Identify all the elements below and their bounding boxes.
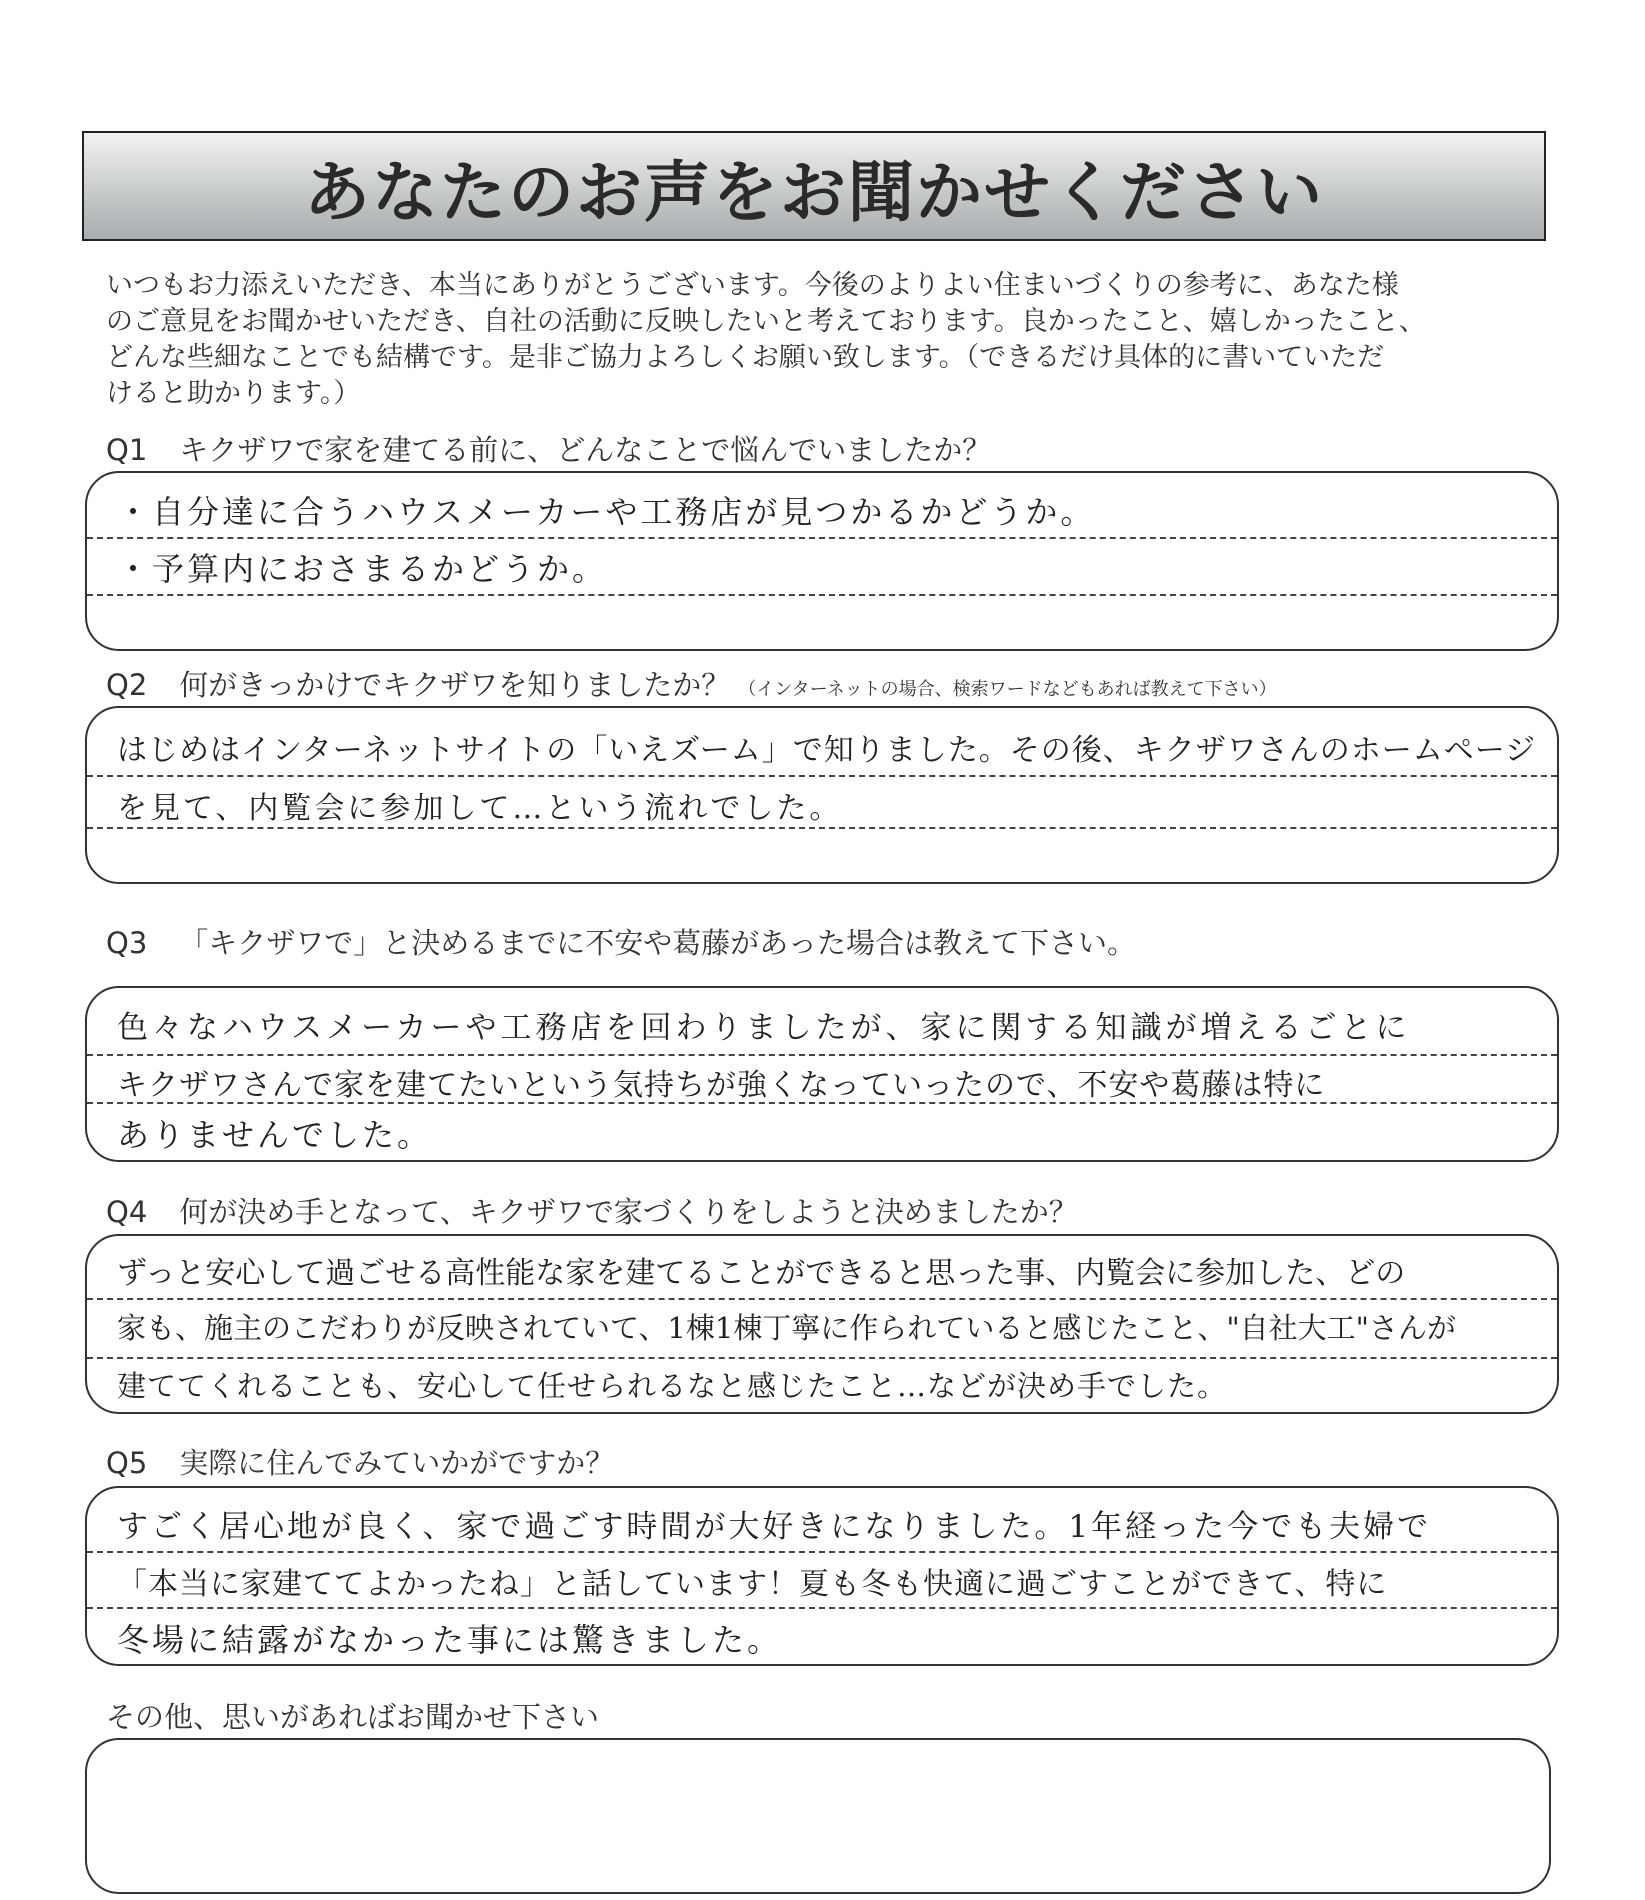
intro-line: けると助かります。） bbox=[106, 378, 361, 409]
question-3 bbox=[106, 921, 1136, 962]
question-text: その他、思いがあればお聞かせ下さい bbox=[106, 1700, 600, 1734]
answer-box-3[interactable] bbox=[85, 986, 1559, 1162]
intro-line: いつもお力添えいただき、本当にありがとうございます。今後のよりよい住まいづくりの参考に、あなた様 bbox=[106, 270, 1399, 301]
answer-line: キクザワさんで家を建てたいという気持ちが強くなっていったので、不安や葛藤は特に bbox=[117, 1068, 1326, 1103]
answer-line: すごく居心地が良く、家で過ごす時間が大好きになりました。1年経った今でも夫婦で bbox=[117, 1509, 1432, 1545]
question-5 bbox=[106, 1441, 614, 1482]
intro-text bbox=[106, 268, 1546, 412]
question-note: （インターネットの場合、検索ワードなどもあれば教えて下さい） bbox=[738, 679, 1277, 700]
answer-line: 色々なハウスメーカーや工務店を回わりましたが、家に関する知識が増えるごとに bbox=[117, 1010, 1411, 1046]
answer-line: 家も、施主のこだわりが反映されていて、1棟1棟丁寧に作られていると感じたこと、"自社大工"さんが bbox=[117, 1311, 1457, 1345]
question-number: Q4 bbox=[106, 1195, 148, 1229]
answer-line: ありませんでした。 bbox=[117, 1116, 433, 1154]
question-other bbox=[106, 1695, 599, 1736]
question-text: 何がきっかけでキクザワを知りましたか？ bbox=[179, 668, 731, 702]
answer-line: 冬場に結露がなかった事には驚きました。 bbox=[117, 1621, 783, 1659]
answer-line: 「本当に家建ててよかったね」と話しています！夏も冬も快適に過ごすことができて、特に bbox=[117, 1567, 1388, 1602]
question-text: 実際に住んでみていかがですか？ bbox=[179, 1446, 615, 1480]
question-number: Q1 bbox=[106, 433, 148, 467]
question-text: キクザワで家を建てる前に、どんなことで悩んでいましたか？ bbox=[179, 433, 992, 467]
answer-line: はじめはインターネットサイトの「いえズーム」で知りました。その後、キクザワさんのホームページ bbox=[117, 733, 1537, 768]
answer-line: を見て、内覧会に参加して…という流れでした。 bbox=[117, 791, 843, 826]
question-2 bbox=[106, 663, 1277, 704]
question-4 bbox=[106, 1190, 1078, 1231]
page-title: あなたのお声をお聞かせください bbox=[304, 153, 1324, 231]
answer-box-1[interactable] bbox=[85, 471, 1559, 651]
answer-line: 建ててくれることも、安心して任せられるなと感じたこと…などが決め手でした。 bbox=[117, 1369, 1228, 1403]
question-text: 「キクザワで」と決めるまでに不安や葛藤があった場合は教えて下さい。 bbox=[179, 926, 1136, 960]
answer-box-2[interactable] bbox=[85, 706, 1559, 884]
answer-line: ・自分達に合うハウスメーカーや工務店が見つかるかどうか。 bbox=[117, 493, 1096, 531]
answer-box-5[interactable] bbox=[85, 1486, 1559, 1666]
title-banner bbox=[82, 131, 1546, 241]
question-number: Q3 bbox=[106, 926, 148, 960]
answer-line: ずっと安心して過ごせる高性能な家を建てることができると思った事、内覧会に参加した、どの bbox=[117, 1256, 1406, 1291]
intro-line: どんな些細なことでも結構です。是非ご協力よろしくお願い致します。（できるだけ具体的に書いていただ bbox=[106, 342, 1385, 373]
answer-box-4[interactable] bbox=[85, 1234, 1559, 1414]
question-number: Q5 bbox=[106, 1446, 148, 1480]
answer-line: ・予算内におさまるかどうか。 bbox=[117, 550, 608, 588]
answer-box-other[interactable] bbox=[85, 1738, 1551, 1894]
question-number: Q2 bbox=[106, 668, 148, 702]
intro-line: のご意見をお聞かせいただき、自社の活動に反映したいと考えております。良かったこと、嬉しかったこと、 bbox=[106, 306, 1426, 337]
question-1 bbox=[106, 428, 991, 469]
question-text: 何が決め手となって、キクザワで家づくりをしようと決めましたか？ bbox=[179, 1195, 1078, 1229]
